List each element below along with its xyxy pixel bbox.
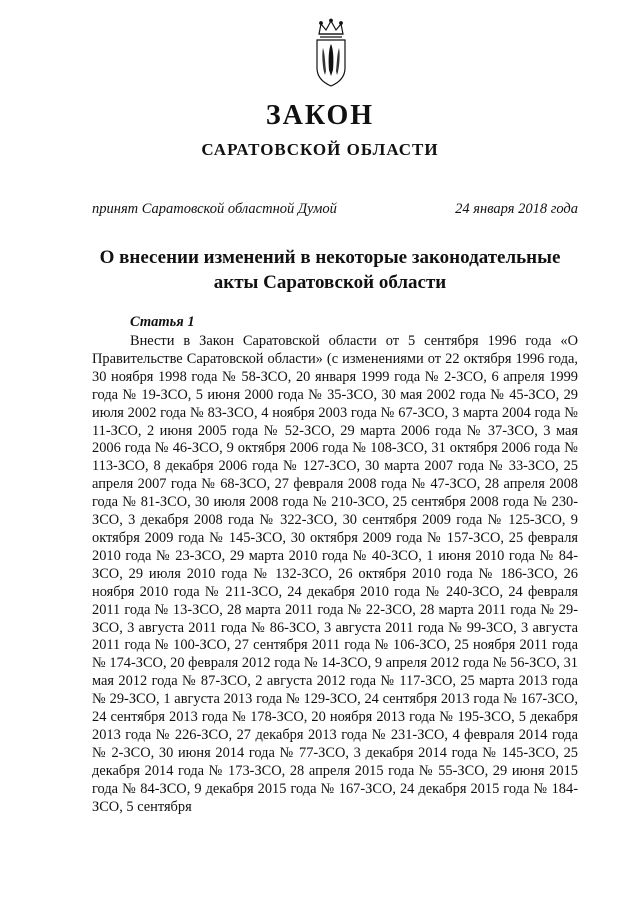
document-subtitle: САРАТОВСКОЙ ОБЛАСТИ — [201, 140, 439, 159]
article-title: Статья 1 — [130, 314, 195, 330]
saratov-coat-of-arms-icon — [299, 18, 363, 88]
document-title: ЗАКОН — [265, 100, 375, 131]
law-heading-line-1: О внесении изменений в некоторые законодательные — [99, 247, 561, 268]
law-heading — [60, 245, 600, 295]
law-heading-line-2: акты Саратовской области — [213, 272, 447, 293]
adopted-by-text: принят Саратовской областной Думой — [92, 201, 337, 217]
article-body-text: Внести в Закон Саратовской области от 5 сентября 1996 года «О Правительстве Саратовской области» (с изменениями от 22 октября 1996 года, 30 ноября 1998 года № 58-ЗСО, 20 января 1999 года № 2-ЗСО, 6 апреля 1999 года № 19-ЗСО, 5 июня 2000 года № 35-ЗСО, 30 мая 2002 года № 45-ЗСО, 29 июля 2002 года № 83-ЗСО, 4 ноября 2003 года № 67-ЗСО, 3 марта 2004 года № 11-ЗСО, 2 июня 2005 года № 52-ЗСО, 29 марта 2006 года № 37-ЗСО, 3 мая 2006 года № 46-ЗСО, 9 октября 2006 года № 108-ЗСО, 31 октября 2006 года № 113-ЗСО, 8 декабря 2006 года № 127-ЗСО, 30 марта 2007 года № 33-ЗСО, 25 апреля 2007 года № 68-ЗСО, 27 февраля 2008 года № 47-ЗСО, 28 апреля 2008 года № 81-ЗСО, 30 июля 2008 года № 210-ЗСО, 25 сентября 2008 года № 230-ЗСО, 3 декабря 2008 года № 322-ЗСО, 30 сентября 2009 года № 125-ЗСО, 9 октября 2009 года № 145-ЗСО, 30 октября 2009 года № 157-ЗСО, 25 февраля 2010 года № 23-ЗСО, 29 марта 2010 года № 40-ЗСО, 1 июня 2010 года № 84-ЗСО, 29 июля 2010 года № 132-ЗСО, 26 октября 2010 года № 186-ЗСО, 26 ноября 2010 года № 211-ЗСО, 24 декабря 2010 года № 240-ЗСО, 24 февраля 2011 года № 13-ЗСО, 28 марта 2011 года № 22-ЗСО, 28 марта 2011 года № 29-ЗСО, 3 августа 2011 года № 86-ЗСО, 3 августа 2011 года № 99-ЗСО, 3 августа 2011 года № 100-ЗСО, 27 сентября 2011 года № 106-ЗСО, 25 ноября 2011 года № 174-ЗСО, 20 февраля 2012 года № 14-ЗСО, 9 апреля 2012 года № 56-ЗСО, 31 мая 2012 года № 87-ЗСО, 2 августа 2012 года № 117-ЗСО, 25 марта 2013 года № 29-ЗСО, 1 августа 2013 года № 129-ЗСО, 24 сентября 2013 года № 167-ЗСО, 24 сентября 2013 года № 178-ЗСО, 20 ноября 2013 года № 195-ЗСО, 5 декабря 2013 года № 226-ЗСО, 27 декабря 2013 года № 231-ЗСО, 4 февраля 2014 года № 2-ЗСО, 30 июня 2014 года № 77-ЗСО, 3 декабря 2014 года № 145-ЗСО, 25 декабря 2014 года № 173-ЗСО, 28 апреля 2015 года № 55-ЗСО, 29 июня 2015 года № 84-ЗСО, 9 декабря 2015 года № 167-ЗСО, 24 декабря 2015 года № 184-ЗСО, 5 сентября — [92, 333, 578, 815]
adopted-date-text: 24 января 2018 года — [455, 201, 578, 217]
